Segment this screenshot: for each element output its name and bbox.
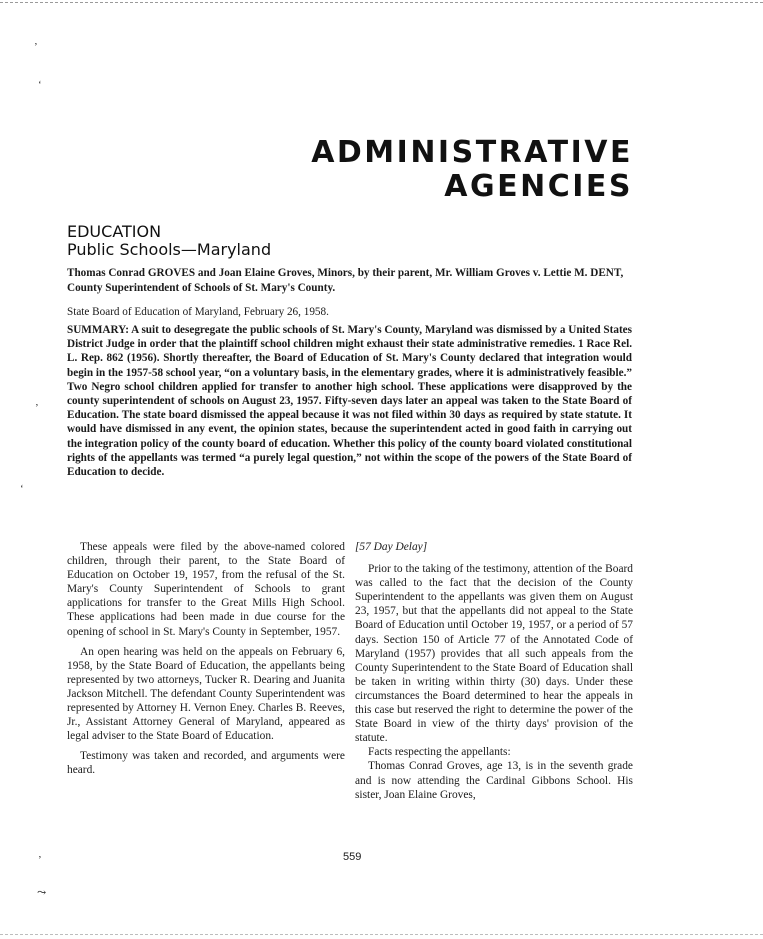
headnote: [57 Day Delay]: [355, 541, 428, 553]
scan-speck: ’: [38, 854, 42, 866]
scan-speck: ʻ: [38, 79, 42, 91]
body-paragraph: Testimony was taken and recorded, and arguments were heard.: [67, 750, 345, 777]
scan-speck: ‘: [20, 483, 24, 495]
section-heading: EDUCATION: [67, 222, 162, 241]
body-paragraph: Facts respecting the appellants:: [368, 746, 511, 759]
section-subheading: Public Schools—Maryland: [67, 240, 272, 259]
body-paragraph: Thomas Conrad Groves, age 13, is in the seventh grade and is now attending the Cardinal Gibbons School. His sister, Joan Elaine Groves,: [355, 760, 633, 801]
left-column: [67, 540, 345, 784]
bottom-dashed-rule: [0, 934, 763, 935]
summary-text: A suit to desegregate the public schools of St. Mary's County, Maryland was dismissed by a United States District Judge in order that the plaintiff school children might exhaust their state administrative remedies. 1 Race Rel. L. Rep. 862 (1956). Shortly thereafter, the Board of Education of St. Mary's County declared that integration would begin in the 1957-58 school year, “on a voluntary basis, in the elementary grades, where it is administratively feasible.” Two Negro school children applied for transfer to another high school. These applications were disapproved by the county superintendent of schools on August 23, 1957. Fifty-seven days later an appeal was taken to the State Board of Education. The state board dismissed the appeal because it was not filed within 30 days as required by state statute. It would have dismissed in any event, the opinion states, because the superintendent acted in good faith in carrying out the integration policy of the county board of education. Whether this policy of the county board violated constitutional rights of the appellants was termed “a purely legal question,” not within the scope of the powers of the State Board of Education to decide.: [67, 324, 632, 479]
case-court-date: State Board of Education of Maryland, February 26, 1958.: [67, 306, 329, 318]
page-title-line-1: ADMINISTRATIVE: [311, 135, 633, 170]
scan-speck: ’: [34, 41, 38, 53]
case-parties: Thomas Conrad GROVES and Joan Elaine Groves, Minors, by their parent, Mr. William Groves v. Lettie M. DENT, County Superintendent of Schools of St. Mary's County.: [67, 267, 624, 294]
summary-label: SUMMARY:: [67, 324, 129, 336]
case-summary: [67, 323, 632, 479]
page-number: 559: [343, 851, 362, 863]
body-paragraph: An open hearing was held on the appeals on February 6, 1958, by the State Board of Education, the appellants being represented by two attorneys, Tucker R. Dearing and Juanita Jackson Mitchell. The defendant County Superintendent was represented by Attorney H. Vernon Eney. Charles B. Reeves, Jr., Assistant Attorney General of Maryland, appeared as legal adviser to the State Board of Education.: [67, 645, 345, 743]
top-dashed-rule: [0, 2, 763, 3]
scan-speck: ⤳: [37, 887, 47, 899]
body-paragraph: These appeals were filed by the above-named colored children, through their parent, to the State Board of Education on October 19, 1957, from the refusal of the St. Mary's County Superintendent of Schools to grant applications for transfer to the Great Mills High School. These applications had been made in due course for the opening of school in St. Mary's County in September, 1957.: [67, 541, 345, 638]
scan-speck: ’: [35, 402, 39, 414]
page-title-line-2: AGENCIES: [444, 169, 633, 204]
right-column: [355, 540, 633, 802]
body-paragraph: Prior to the taking of the testimony, attention of the Board was called to the fact that the decision of the County Superintendent to the appellants was given them on August 23, 1957, but that the appellants did not appeal to the State Board of Education until October 19, 1957, or a period of 57 days. Section 150 of Article 77 of the Annotated Code of Maryland (1957) provides that all such appeals from the County Superintendent to the State Board of Education shall be taken in writing within thirty (30) days. Under these circumstances the Board determined to hear the appeals in this case but reserved the right to determine the power of the State Board in view of the thirty days' provision of the statute.: [355, 563, 633, 745]
